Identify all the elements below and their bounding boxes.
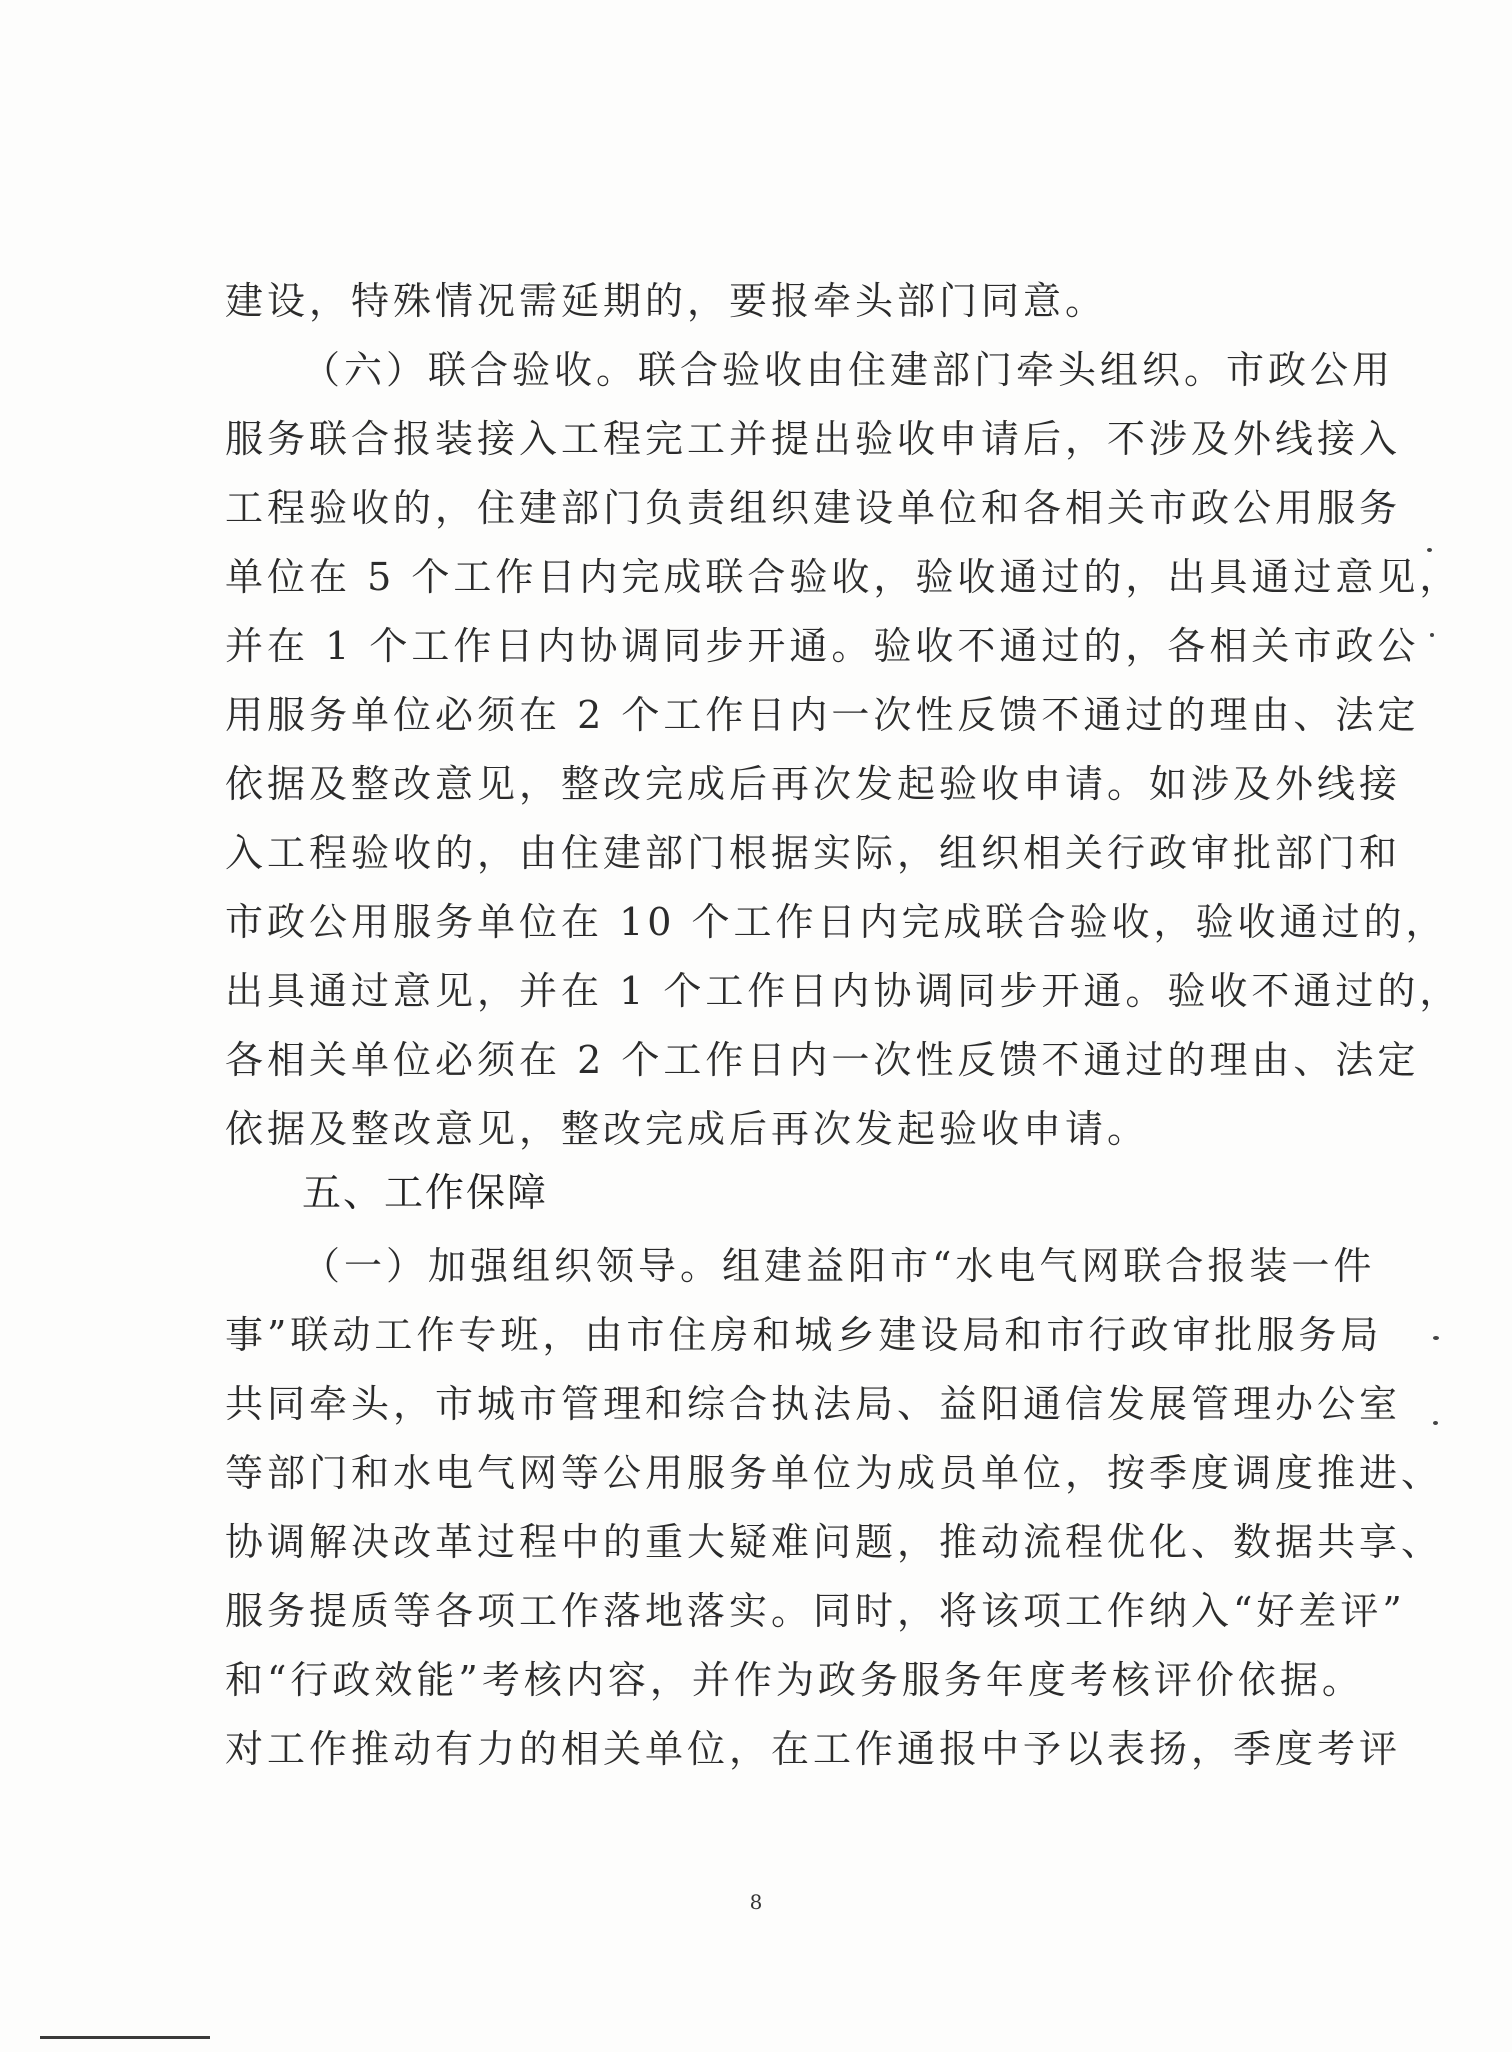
scan-speck xyxy=(1427,548,1432,552)
section-heading: 五、工作保障 xyxy=(302,1171,549,1216)
page-number: 8 xyxy=(749,1890,763,1914)
text-line-12: 各相关单位必须在 2 个工作日内一次性反馈不通过的理由、法定 xyxy=(225,1038,1420,1082)
text-line-20: 和“行政效能”考核内容，并作为政务服务年度考核评价依据。 xyxy=(225,1658,1364,1702)
text-line-21: 对工作推动有力的相关单位，在工作通报中予以表扬，季度考评 xyxy=(225,1727,1402,1771)
text-line-3: 服务联合报装接入工程完工并提出验收申请后，不涉及外线接入 xyxy=(225,417,1402,461)
text-line-1: 建设，特殊情况需延期的，要报牵头部门同意。 xyxy=(225,279,1108,323)
scan-speck xyxy=(1433,1336,1439,1340)
text-line-2: （六）联合验收。联合验收由住建部门牵头组织。市政公用 xyxy=(302,348,1395,392)
scan-speck xyxy=(1430,633,1434,637)
text-line-13: 依据及整改意见，整改完成后再次发起验收申请。 xyxy=(225,1107,1150,1151)
text-line-4: 工程验收的，住建部门负责组织建设单位和各相关市政公用服务 xyxy=(225,486,1402,530)
text-line-10: 市政公用服务单位在 10 个工作日内完成联合验收，验收通过的， xyxy=(225,900,1448,944)
text-line-9: 入工程验收的，由住建部门根据实际，组织相关行政审批部门和 xyxy=(225,831,1402,875)
text-line-8: 依据及整改意见，整改完成后再次发起验收申请。如涉及外线接 xyxy=(225,762,1402,806)
text-line-7: 用服务单位必须在 2 个工作日内一次性反馈不通过的理由、法定 xyxy=(225,693,1420,737)
text-line-11: 出具通过意见，并在 1 个工作日内协调同步开通。验收不通过的， xyxy=(225,969,1462,1013)
bottom-scan-edge xyxy=(40,2036,210,2039)
text-line-17: 等部门和水电气网等公用服务单位为成员单位，按季度调度推进、 xyxy=(225,1451,1444,1495)
text-line-18: 协调解决改革过程中的重大疑难问题，推动流程优化、数据共享、 xyxy=(225,1520,1444,1564)
text-line-5: 单位在 5 个工作日内完成联合验收，验收通过的，出具通过意见， xyxy=(225,555,1462,599)
text-line-16: 共同牵头，市城市管理和综合执法局、益阳通信发展管理办公室 xyxy=(225,1382,1402,1426)
text-line-19: 服务提质等各项工作落地落实。同时，将该项工作纳入“好差评” xyxy=(225,1589,1406,1633)
text-line-15: 事”联动工作专班，由市住房和城乡建设局和市行政审批服务局 xyxy=(225,1313,1383,1357)
text-line-6: 并在 1 个工作日内协调同步开通。验收不通过的，各相关市政公 xyxy=(225,624,1420,668)
text-line-14: （一）加强组织领导。组建益阳市“水电气网联合报装一件 xyxy=(302,1244,1376,1288)
scan-speck xyxy=(1433,1421,1438,1425)
